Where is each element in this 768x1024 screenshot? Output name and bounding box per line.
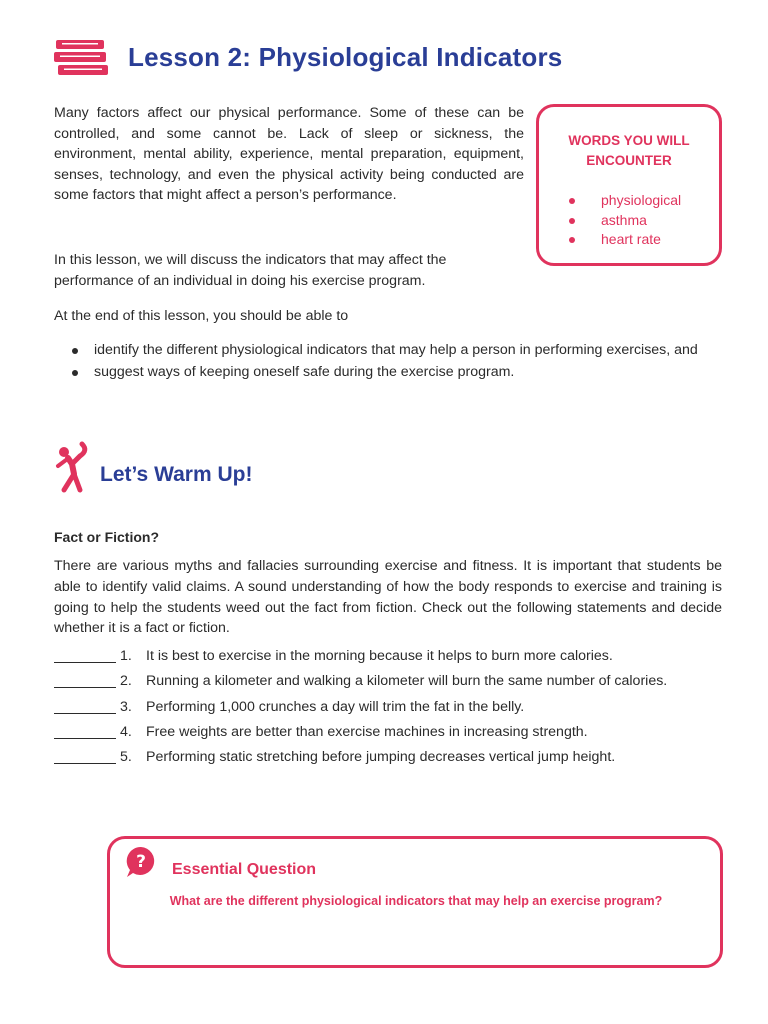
answer-blank[interactable]: [54, 697, 116, 714]
vocabulary-word: physiological: [601, 192, 682, 208]
list-item: [567, 211, 681, 231]
bullet-icon: [569, 198, 575, 204]
intro-paragraph: [54, 103, 524, 206]
answer-blank[interactable]: [54, 646, 116, 663]
vocabulary-heading: [539, 131, 719, 171]
vocabulary-list: [567, 191, 681, 250]
page-title: Lesson 2: Physiological Indicators: [128, 42, 563, 72]
list-item: [72, 340, 732, 361]
bullet-icon: [72, 370, 78, 376]
answer-blank[interactable]: [54, 671, 116, 688]
objectives-lead: At the end of this lesson, you should be able to: [54, 308, 349, 324]
statement-text: Free weights are better than exercise machines in increasing strength.: [146, 723, 588, 740]
bullet-icon: [569, 237, 575, 243]
intro-paragraph-2: In this lesson, we will discuss the indicators that may affect the performance of an individual in doing his exercise program.: [54, 252, 447, 289]
statement-number: 4.: [120, 723, 132, 740]
list-item: [72, 362, 732, 383]
vocabulary-word: asthma: [601, 211, 647, 228]
statement-list: [54, 646, 722, 772]
objective-text: suggest ways of keeping oneself safe during the exercise program.: [94, 363, 515, 380]
vocabulary-box: [536, 104, 722, 266]
list-item: [54, 646, 722, 667]
statement-number: 5.: [120, 749, 132, 766]
stretching-person-icon: [52, 440, 94, 494]
answer-blank[interactable]: [54, 722, 116, 739]
vocabulary-heading-line1: WORDS YOU WILL: [568, 133, 690, 148]
statement-number: 1.: [120, 648, 132, 664]
statement-text: Running a kilometer and walking a kilometer will burn the same number of calories.: [146, 673, 668, 690]
objective-text: identify the different physiological indicators that may help a person in performing exercises, and: [94, 342, 698, 358]
essential-question-text: What are the different physiological indicators that may help an exercise program?: [169, 894, 663, 908]
intro-paragraph-1: Many factors affect our physical performance. Some of these can be controlled, and some cannot be. Lack of sleep or sickness, the environment, mental ability, experience, mental preparation, equipment, senses, technology, and even the physical activity being conducted are some factors that might affect a person’s performance.: [54, 105, 524, 204]
bullet-icon: [72, 348, 78, 354]
answer-blank[interactable]: [54, 747, 116, 764]
list-item: [567, 230, 681, 250]
warm-up-paragraph: There are various myths and fallacies surrounding exercise and fitness. It is important that students be able to identify valid claims. A sound understanding of how the body responds to exercise and training is going to help the students weed out the fact from fiction. Check out the following statements and decide whether it is a fact or fiction.: [54, 558, 722, 637]
statement-number: 2.: [120, 673, 132, 690]
question-bubble-icon: [124, 845, 158, 879]
list-item: [54, 671, 722, 692]
list-item: [54, 697, 722, 718]
statement-text: Performing 1,000 crunches a day will trim the fat in the belly.: [146, 698, 525, 715]
warm-up-heading: Let’s Warm Up!: [100, 463, 253, 486]
essential-question-heading: Essential Question: [172, 861, 317, 878]
list-item: [567, 191, 681, 211]
statement-number: 3.: [120, 698, 132, 715]
objectives-list: [72, 340, 732, 383]
statement-text: It is best to exercise in the morning because it helps to burn more calories.: [146, 648, 613, 664]
bullet-icon: [569, 218, 575, 224]
vocabulary-word: heart rate: [601, 231, 661, 247]
vocabulary-heading-line2: ENCOUNTER: [586, 153, 672, 168]
list-item: [54, 747, 722, 768]
statement-text: Performing static stretching before jumping decreases vertical jump height.: [146, 749, 616, 766]
fact-or-fiction-heading: Fact or Fiction?: [54, 529, 159, 545]
list-item: [54, 722, 722, 743]
books-stack-icon: [52, 38, 114, 78]
svg-text:?: ?: [136, 852, 146, 872]
